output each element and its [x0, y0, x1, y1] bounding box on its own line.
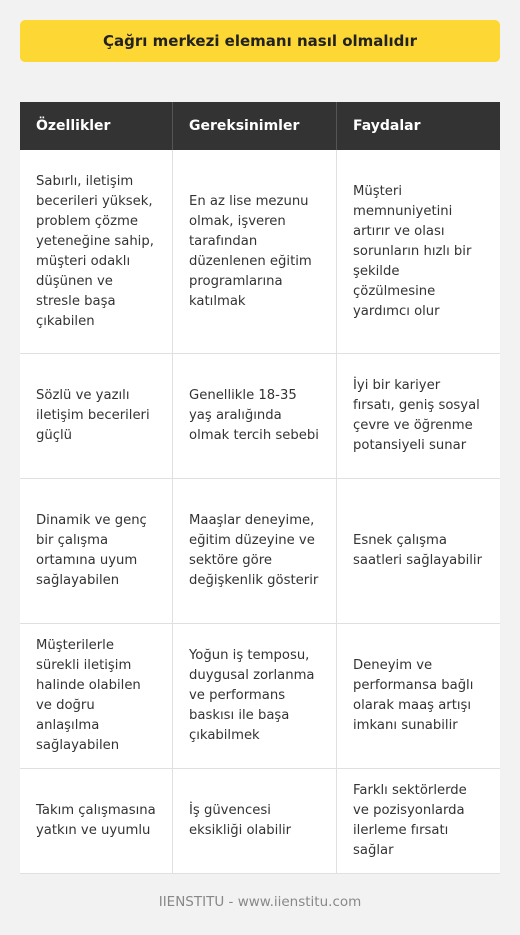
table-row	[20, 769, 500, 874]
table-cell: Takım çalışmasına yatkın ve uyumlu	[20, 769, 173, 874]
column-header-requirements: Gereksinimler	[173, 102, 337, 150]
table-row	[20, 150, 500, 354]
table-cell: En az lise mezunu olmak, işveren tarafından düzenlenen eğitim programlarına katılmak	[173, 150, 337, 354]
table-cell: Genellikle 18-35 yaş aralığında olmak tercih sebebi	[173, 354, 337, 479]
table-row	[20, 354, 500, 479]
table-cell: İş güvencesi eksikliği olabilir	[173, 769, 337, 874]
table-cell: Esnek çalışma saatleri sağlayabilir	[337, 479, 500, 624]
table-cell: Deneyim ve performansa bağlı olarak maaş artışı imkanı sunabilir	[337, 624, 500, 769]
table-cell: İyi bir kariyer fırsatı, geniş sosyal çevre ve öğrenme potansiyeli sunar	[337, 354, 500, 479]
comparison-table	[20, 102, 500, 874]
table-cell: Farklı sektörlerde ve pozisyonlarda ilerleme fırsatı sağlar	[337, 769, 500, 874]
table-row	[20, 624, 500, 769]
table-header-row	[20, 102, 500, 150]
table-cell: Maaşlar deneyime, eğitim düzeyine ve sektöre göre değişkenlik gösterir	[173, 479, 337, 624]
table-row	[20, 479, 500, 624]
column-header-features: Özellikler	[20, 102, 173, 150]
table-cell: Yoğun iş temposu, duygusal zorlanma ve performans baskısı ile başa çıkabilmek	[173, 624, 337, 769]
table-cell: Dinamik ve genç bir çalışma ortamına uyum sağlayabilen	[20, 479, 173, 624]
table-cell: Sabırlı, iletişim becerileri yüksek, problem çözme yeteneğine sahip, müşteri odaklı düşünen ve stresle başa çıkabilen	[20, 150, 173, 354]
table-cell: Müşterilerle sürekli iletişim halinde olabilen ve doğru anlaşılma sağlayabilen	[20, 624, 173, 769]
table-cell: Sözlü ve yazılı iletişim becerileri güçlü	[20, 354, 173, 479]
footer-credit: IIENSTITU - www.iienstitu.com	[158, 894, 362, 910]
column-header-benefits: Faydalar	[337, 102, 500, 150]
page-title: Çağrı merkezi elemanı nasıl olmalıdır	[20, 20, 500, 62]
table-cell: Müşteri memnuniyetini artırır ve olası sorunların hızlı bir şekilde çözülmesine yardımcı olur	[337, 150, 500, 354]
